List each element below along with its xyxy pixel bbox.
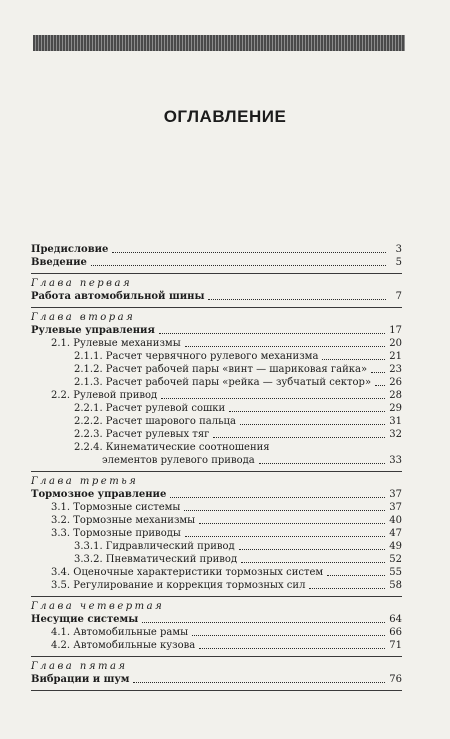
dot-leader <box>322 359 385 360</box>
toc-entry-3-5[interactable]: 3.5. Регулирование и коррекция тормозных сил 58 <box>51 580 402 591</box>
toc-entry-2-2[interactable]: 2.2. Рулевой привод 28 <box>51 390 402 401</box>
chapter-divider <box>31 273 402 274</box>
dot-leader <box>309 588 385 589</box>
dot-leader <box>240 424 385 425</box>
toc-entry-braking[interactable]: Тормозное управление 37 <box>31 489 402 500</box>
toc-entry-3-3-1[interactable]: 3.3.1. Гидравлический привод 49 <box>74 541 402 552</box>
toc-entry-vibration[interactable]: Вибрации и шум 76 <box>31 674 402 685</box>
dot-leader <box>159 333 385 334</box>
dot-leader <box>241 562 385 563</box>
page-title: ОГЛАВЛЕНИЕ <box>163 107 287 126</box>
dot-leader <box>161 398 385 399</box>
toc-entry-3-2[interactable]: 3.2. Тормозные механизмы 40 <box>51 515 402 526</box>
toc-entry-2-2-1[interactable]: 2.2.1. Расчет рулевой сошки 29 <box>74 403 402 414</box>
toc-entry-preface[interactable]: Предисловие 3 <box>31 244 402 255</box>
toc-entry-2-1-3[interactable]: 2.1.3. Расчет рабочей пары «рейка — зубчатый сектор» 26 <box>74 377 402 388</box>
toc-entry-tire[interactable]: Работа автомобильной шины 7 <box>31 291 402 302</box>
chapter-divider <box>31 471 402 472</box>
chapter-divider <box>31 307 402 308</box>
chapter-divider <box>31 596 402 597</box>
dot-leader <box>208 299 386 300</box>
toc-entry-3-1[interactable]: 3.1. Тормозные системы 37 <box>51 502 402 513</box>
dot-leader <box>213 437 385 438</box>
table-of-contents <box>31 243 402 694</box>
chapter-heading-4: Глава четвертая <box>31 601 165 612</box>
dot-leader <box>170 497 385 498</box>
dot-leader <box>259 463 386 464</box>
toc-entry-carrying-systems[interactable]: Несущие системы 64 <box>31 614 402 625</box>
toc-entry-2-2-3[interactable]: 2.2.3. Расчет рулевых тяг 32 <box>74 429 402 440</box>
chapter-heading-2: Глава вторая <box>31 312 136 323</box>
chapter-heading-1: Глава первая <box>31 278 133 289</box>
toc-entry-2-1-1[interactable]: 2.1.1. Расчет червячного рулевого механизма 21 <box>74 351 402 362</box>
dot-leader <box>327 575 385 576</box>
toc-entry-introduction[interactable]: Введение 5 <box>31 257 402 268</box>
toc-entry-2-2-2[interactable]: 2.2.2. Расчет шарового пальца 31 <box>74 416 402 427</box>
dot-leader <box>375 385 385 386</box>
toc-entry-steering[interactable]: Рулевые управления 17 <box>31 325 402 336</box>
toc-entry-3-3-2[interactable]: 3.3.2. Пневматический привод 52 <box>74 554 402 565</box>
toc-entry-2-2-4[interactable]: 2.2.4. Кинематические соотношения элементов рулевого привода 33 <box>74 442 402 466</box>
toc-entry-3-4[interactable]: 3.4. Оценочные характеристики тормозных систем 55 <box>51 567 402 578</box>
dot-leader <box>91 265 386 266</box>
dot-leader <box>371 372 385 373</box>
chapter-heading-3: Глава третья <box>31 476 139 487</box>
toc-entry-3-3[interactable]: 3.3. Тормозные приводы 47 <box>51 528 402 539</box>
dot-leader <box>185 536 385 537</box>
dot-leader <box>112 252 386 253</box>
toc-entry-4-1[interactable]: 4.1. Автомобильные рамы 66 <box>51 627 402 638</box>
toc-entry-2-1[interactable]: 2.1. Рулевые механизмы 20 <box>51 338 402 349</box>
dot-leader <box>229 411 385 412</box>
dot-leader <box>184 510 385 511</box>
page-bottom-divider <box>31 690 402 691</box>
dot-leader <box>199 648 385 649</box>
toc-entry-2-1-2[interactable]: 2.1.2. Расчет рабочей пары «винт — шариковая гайка» 23 <box>74 364 402 375</box>
dot-leader <box>142 622 385 623</box>
dot-leader <box>185 346 386 347</box>
toc-entry-4-2[interactable]: 4.2. Автомобильные кузова 71 <box>51 640 402 651</box>
chapter-heading-5: Глава пятая <box>31 661 128 672</box>
dot-leader <box>133 682 385 683</box>
dot-leader <box>199 523 385 524</box>
page-header-band <box>33 35 405 51</box>
dot-leader <box>239 549 386 550</box>
chapter-divider <box>31 656 402 657</box>
dot-leader <box>192 635 385 636</box>
